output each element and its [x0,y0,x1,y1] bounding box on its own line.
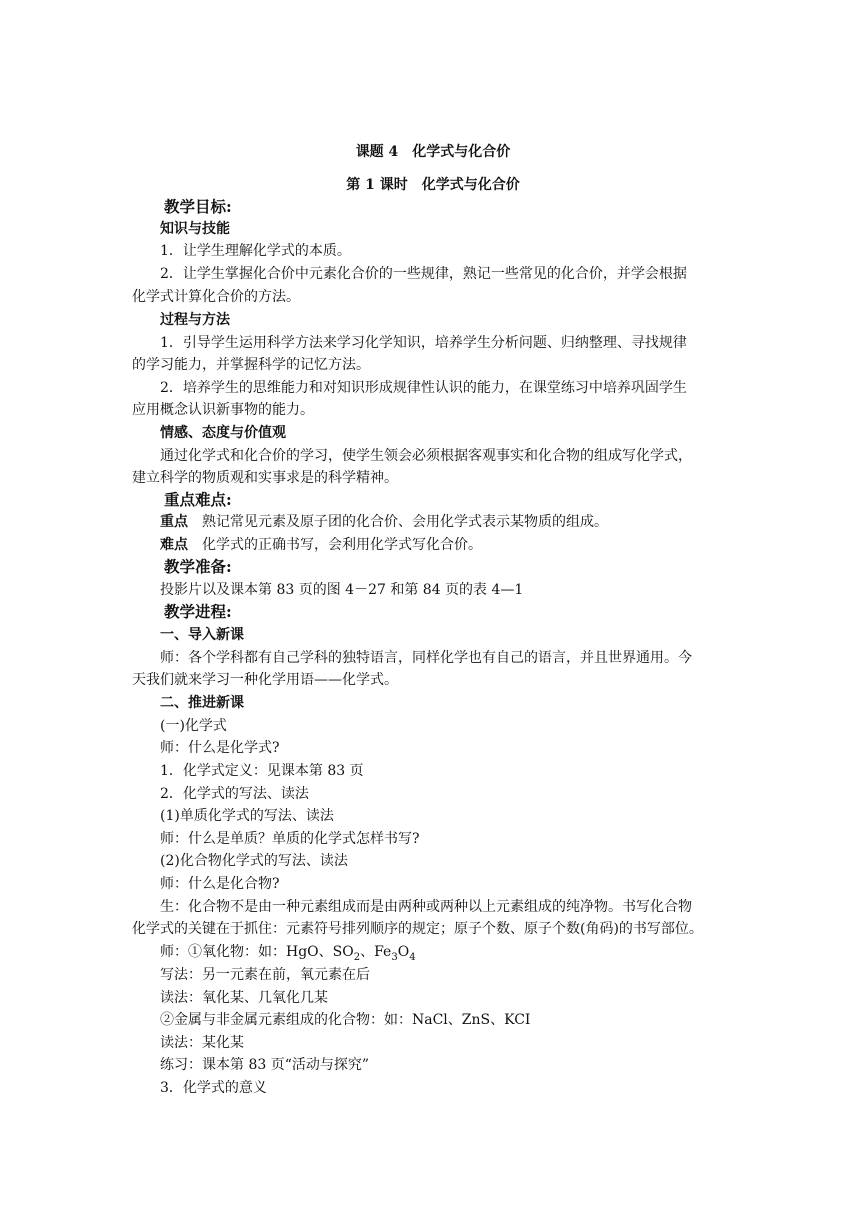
paragraph-line: (一)化学式 [160,718,227,734]
paragraph-line: 师：各个学科都有自己学科的独特语言，同样化学也有自己的语言，并且世界通用。今 [160,650,692,666]
lesson-subtitle: 第 1 课时 化学式与化合价 [346,177,520,193]
paragraph-line: 化学式计算化合价的方法。 [132,289,300,305]
difficulty-text: 化学式的正确书写，会利用化学式写化合价。 [202,537,482,553]
key-point-line [160,511,762,533]
paragraph-line: 读法：某化某 [160,1035,244,1051]
paragraph-line: 1．引导学生运用科学方法来学习化学知识，培养学生分析问题、归纳整理、寻找规律 [160,335,687,351]
subheading-knowledge: 知识与技能 [160,221,230,237]
paragraph-line: 化学式的关键在于抓住：元素符号排列顺序的规定；原子个数、原子个数(角码)的书写部位。 [132,921,703,937]
oxide-text: 、Fe [360,944,392,960]
difficulty-line [160,534,762,556]
paragraph-line: 通过化学式和化合价的学习，使学生领会必须根据客观事实和化合物的组成写化学式， [160,448,692,464]
paragraph-line: 应用概念认识新事物的能力。 [132,402,314,418]
paragraph-line: 师：什么是单质？单质的化学式怎样书写? [160,831,420,847]
paragraph-line: 读法：氧化某、几氧化几某 [160,990,328,1006]
key-label: 重点 [160,514,188,530]
paragraph-line: 写法：另一元素在前，氧元素在后 [160,967,370,983]
subscript: 4 [409,951,416,963]
subheading-new-lesson: 二、推进新课 [160,695,244,711]
subscript: 3 [391,951,398,963]
paragraph-line: 师：什么是化合物? [160,876,280,892]
oxide-text: 师：①氧化物：如：HgO、SO [160,944,354,960]
paragraph-line: (2)化合物化学式的写法、读法 [160,853,348,869]
paragraph-line: 生：化合物不是由一种元素组成而是由两种或两种以上元素组成的纯净物。书写化合物 [160,899,692,915]
paragraph-line: 2．让学生掌握化合价中元素化合价的一些规律，熟记一些常见的化合价，并学会根据 [160,266,687,282]
paragraph-line: 1．化学式定义：见课本第 83 页 [160,763,364,779]
heading-process: 教学进程: [164,602,232,621]
heading-objectives: 教学目标: [164,197,232,216]
subheading-values: 情感、态度与价值观 [160,425,286,441]
paragraph-line: 2．培养学生的思维能力和对知识形成规律性认识的能力，在课堂练习中培养巩固学生 [160,380,687,396]
oxide-text: O [397,944,410,960]
paragraph-line: 练习：课本第 83 页“活动与探究” [160,1057,370,1073]
paragraph-line: 天我们就来学习一种化学用语——化学式。 [132,672,398,688]
difficulty-label: 难点 [160,537,188,553]
oxide-examples-line [160,941,762,963]
paragraph-line: 2．化学式的写法、读法 [160,786,309,802]
key-text: 熟记常见元素及原子团的化合价、会用化学式表示某物质的组成。 [202,514,608,530]
paragraph-line: 建立科学的物质观和实事求是的科学精神。 [132,470,398,486]
heading-preparation: 教学准备: [164,557,232,576]
subheading-process: 过程与方法 [160,312,230,328]
subscript: 2 [353,951,361,963]
paragraph-line: 3．化学式的意义 [160,1080,267,1096]
subheading-intro: 一、导入新课 [160,627,244,643]
heading-key-points: 重点难点: [164,490,232,509]
lesson-title: 课题 4 化学式与化合价 [355,144,511,160]
paragraph-line: 的学习能力，并掌握科学的记忆方法。 [132,357,370,373]
paragraph-line: ②金属与非金属元素组成的化合物：如：NaCl、ZnS、KCI [160,1012,531,1028]
paragraph-line: 投影片以及课本第 83 页的图 4－27 和第 84 页的表 4—1 [160,582,524,598]
paragraph-line: 师：什么是化学式? [160,740,280,756]
paragraph-line: 1．让学生理解化学式的本质。 [160,243,351,259]
paragraph-line: (1)单质化学式的写法、读法 [160,808,334,824]
